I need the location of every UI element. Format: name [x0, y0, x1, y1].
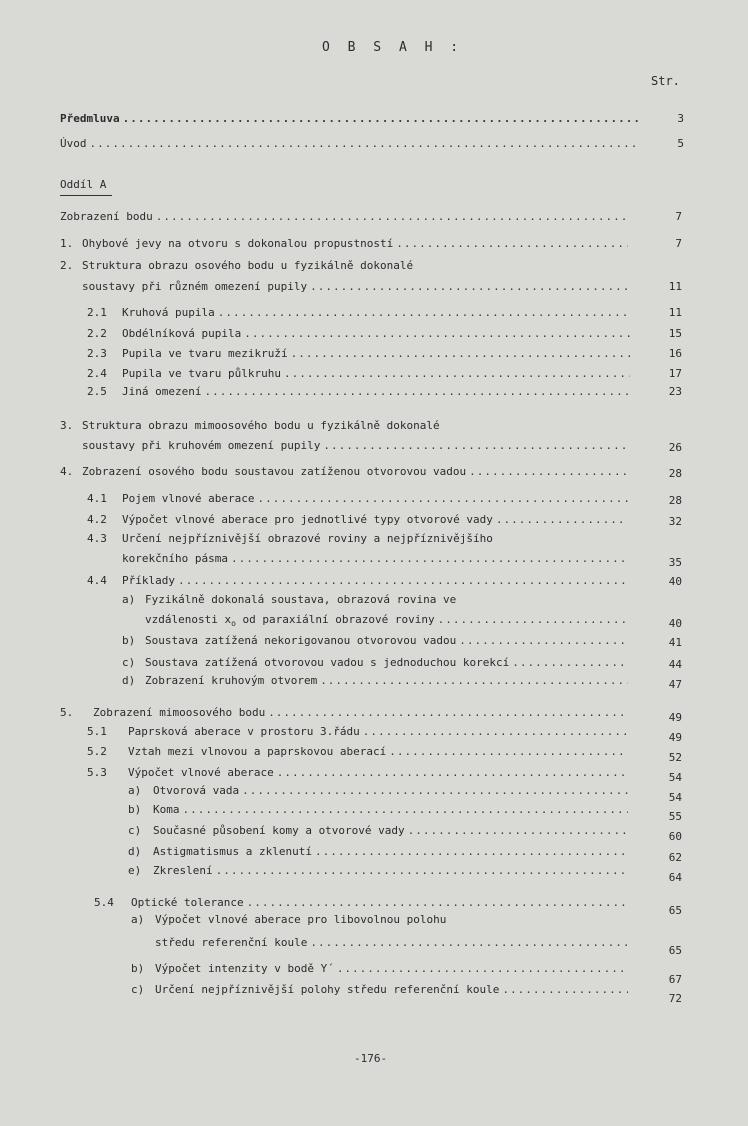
toc-number: 4.3 [87, 532, 107, 545]
toc-label: Soustava zatížená nekorigovanou otvorovou vadou [145, 634, 457, 647]
leader-dots [277, 766, 628, 780]
leader-dots [396, 237, 628, 251]
leader-dots [268, 706, 628, 720]
toc-label: Vztah mezi vlnovou a paprskovou aberací [128, 745, 387, 758]
toc-page: 3 [677, 112, 684, 125]
toc-page: 23 [668, 385, 682, 398]
toc-label: Jiná omezení [122, 385, 202, 398]
leader-dots [389, 745, 628, 759]
toc-number: 5.4 [94, 896, 114, 909]
toc-label: Výpočet vlnové aberace pro jednotlivé typy otvorové vady [122, 513, 493, 526]
leader-dots [178, 574, 628, 588]
toc-entry-5[interactable] [93, 706, 628, 720]
toc-page: 55 [668, 810, 682, 823]
toc-entry-5-4-b[interactable] [155, 962, 628, 976]
toc-label: Výpočet intenzity v bodě Y´ [155, 962, 334, 975]
leader-dots [284, 367, 630, 381]
toc-label-line1: Fyzikálně dokonalá soustava, obrazová rovina ve [145, 593, 457, 606]
toc-label-line1: Výpočet vlnové aberace pro libovolnou polohu [155, 913, 447, 926]
toc-page: 65 [668, 904, 682, 917]
toc-entry-4-4-b[interactable] [145, 634, 628, 648]
toc-number: 4. [60, 465, 74, 478]
toc-page: 54 [668, 791, 682, 804]
toc-label: Současné působení komy a otvorové vady [153, 824, 405, 837]
toc-number: 4.2 [87, 513, 107, 526]
toc-label: Obdélníková pupila [122, 327, 242, 340]
toc-entry-4-4-d[interactable] [145, 674, 628, 688]
leader-dots [310, 936, 628, 950]
leader-dots [216, 864, 628, 878]
toc-entry-3[interactable] [82, 439, 628, 453]
toc-number: 5.2 [87, 745, 107, 758]
toc-label: Soustava zatížená otvorovou vadou s jednoduchou korekcí [145, 656, 510, 669]
toc-entry-predmluva[interactable] [60, 112, 640, 126]
toc-number: 5.1 [87, 725, 107, 738]
toc-entry-2-5[interactable] [122, 385, 630, 399]
toc-number: 2.1 [87, 306, 107, 319]
toc-page: 54 [668, 771, 682, 784]
leader-dots [90, 137, 641, 151]
toc-label: soustavy při kruhovém omezení pupily [82, 439, 321, 452]
toc-label: Předmluva [60, 112, 120, 125]
toc-page: 35 [668, 556, 682, 569]
toc-page: 28 [668, 467, 682, 480]
toc-page: 52 [668, 751, 682, 764]
toc-entry-4-4-a[interactable] [145, 613, 628, 631]
leader-dots [244, 327, 630, 341]
toc-page: 44 [668, 658, 682, 671]
toc-number: 5. [60, 706, 74, 719]
toc-entry-5-3-c[interactable] [153, 824, 628, 838]
toc-label: Paprsková aberace v prostoru 3.řádu [128, 725, 360, 738]
leader-dots [512, 656, 628, 670]
toc-label: Určení nejpříznivější polohy středu referenční koule [155, 983, 500, 996]
toc-label: Zobrazení kruhovým otvorem [145, 674, 318, 687]
toc-label: soustavy při různém omezení pupily [82, 280, 308, 293]
leader-dots [231, 552, 628, 566]
toc-label-post: od paraxiální obrazové roviny [235, 613, 435, 626]
toc-entry-4-3[interactable] [122, 552, 628, 566]
toc-number: b) [128, 803, 142, 816]
toc-entry-5-4-c[interactable] [155, 983, 628, 997]
toc-label-line1: Struktura obrazu osového bodu u fyzikálně dokonalé [82, 259, 414, 272]
toc-label: Optické tolerance [131, 896, 244, 909]
leader-dots [257, 492, 628, 506]
leader-dots [438, 613, 628, 627]
toc-label: Výpočet vlnové aberace [128, 766, 274, 779]
toc-page: 26 [668, 441, 682, 454]
toc-page: 5 [677, 137, 684, 150]
toc-entry-5-4[interactable] [131, 896, 628, 910]
toc-label: Pupila ve tvaru půlkruhu [122, 367, 281, 380]
leader-dots [204, 385, 630, 399]
toc-entry-5-3-e[interactable] [153, 864, 628, 878]
toc-number: 2. [60, 259, 74, 272]
toc-number: 2.4 [87, 367, 107, 380]
toc-page: 49 [668, 731, 682, 744]
toc-entry-2-1[interactable] [122, 306, 630, 320]
toc-entry-2-2[interactable] [122, 327, 630, 341]
leader-dots [183, 803, 629, 817]
toc-number: d) [122, 674, 136, 687]
toc-entry-5-2[interactable] [128, 745, 628, 759]
toc-entry-4-2[interactable] [122, 513, 628, 527]
toc-entry-2-4[interactable] [122, 367, 630, 381]
toc-entry-5-3[interactable] [128, 766, 628, 780]
toc-number: 3. [60, 419, 74, 432]
leader-dots [408, 824, 628, 838]
toc-label-line1: Struktura obrazu mimoosového bodu u fyzikálně dokonalé [82, 419, 440, 432]
leader-dots [459, 634, 628, 648]
toc-label-line1: Určení nejpříznivější obrazové roviny a nejpříznivějšího [122, 532, 493, 545]
toc-label: Zobrazení bodu [60, 210, 153, 223]
toc-number: a) [122, 593, 136, 606]
toc-page: 62 [668, 851, 682, 864]
toc-page: 67 [668, 973, 682, 986]
section-heading: Oddíl A [60, 178, 107, 191]
toc-entry-uvod[interactable] [60, 137, 640, 151]
toc-label: Příklady [122, 574, 175, 587]
toc-page: 60 [668, 830, 682, 843]
toc-page: 40 [668, 575, 682, 588]
toc-number: a) [128, 784, 142, 797]
toc-number: 2.3 [87, 347, 107, 360]
toc-entry-2-3[interactable] [122, 347, 630, 361]
toc-entry-4-4[interactable] [122, 574, 628, 588]
toc-entry-5-3-a[interactable] [153, 784, 628, 798]
subscript: o [231, 619, 236, 629]
toc-page: 41 [668, 636, 682, 649]
toc-number: 4.4 [87, 574, 107, 587]
leader-dots [337, 962, 628, 976]
toc-entry-4-4-c[interactable] [145, 656, 628, 670]
toc-page: 11 [668, 306, 682, 319]
page-title: O B S A H : [322, 40, 464, 55]
toc-page: 16 [668, 347, 682, 360]
toc-entry-5-3-d[interactable] [153, 845, 628, 859]
leader-dots [502, 983, 628, 997]
leader-dots [496, 513, 628, 527]
toc-number: c) [128, 824, 142, 837]
leader-dots [363, 725, 628, 739]
toc-page: 32 [668, 515, 682, 528]
leader-dots [310, 280, 628, 294]
toc-page: 11 [668, 280, 682, 293]
toc-page: 28 [668, 494, 682, 507]
toc-page: 49 [668, 711, 682, 724]
section-underline [60, 195, 112, 196]
leader-dots [156, 210, 628, 224]
toc-number: 2.2 [87, 327, 107, 340]
toc-page: 64 [668, 871, 682, 884]
leader-dots [123, 112, 640, 126]
leader-dots [218, 306, 630, 320]
toc-number: 2.5 [87, 385, 107, 398]
toc-entry-5-3-b[interactable] [153, 803, 628, 817]
toc-entry-4[interactable] [82, 465, 628, 479]
toc-page: 7 [675, 237, 682, 250]
toc-label: Astigmatismus a zklenutí [153, 845, 312, 858]
page-number: -176- [354, 1052, 388, 1065]
toc-entry-zobrazeni-bodu[interactable] [60, 210, 628, 224]
toc-page: 17 [668, 367, 682, 380]
toc-page: 40 [668, 617, 682, 630]
toc-label: Zobrazení osového bodu soustavou zatíženou otvorovou vadou [82, 465, 467, 478]
toc-number: a) [131, 913, 145, 926]
toc-label: Koma [153, 803, 180, 816]
toc-label: Úvod [60, 137, 87, 150]
toc-label: Pojem vlnové aberace [122, 492, 255, 505]
toc-entry-4-1[interactable] [122, 492, 628, 506]
page-column-label: Str. [651, 74, 680, 88]
toc-label [145, 613, 435, 631]
toc-page: 7 [675, 210, 682, 223]
toc-label-pre: vzdálenosti x [145, 613, 232, 626]
toc-page: 47 [668, 678, 682, 691]
toc-number: 4.1 [87, 492, 107, 505]
toc-page: 65 [668, 944, 682, 957]
toc-entry-5-1[interactable] [128, 725, 628, 739]
toc-label: Ohybové jevy na otvoru s dokonalou propustností [82, 237, 394, 250]
toc-number: 1. [60, 237, 74, 250]
toc-number: b) [131, 962, 145, 975]
leader-dots [291, 347, 630, 361]
leader-dots [247, 896, 628, 910]
toc-entry-1[interactable] [82, 237, 628, 251]
toc-label: Otvorová vada [153, 784, 240, 797]
toc-page: 15 [668, 327, 682, 340]
toc-label: Kruhová pupila [122, 306, 215, 319]
toc-label: korekčního pásma [122, 552, 228, 565]
toc-label: Pupila ve tvaru mezikruží [122, 347, 288, 360]
toc-page: 72 [668, 992, 682, 1005]
toc-number: c) [122, 656, 136, 669]
leader-dots [242, 784, 628, 798]
toc-entry-2[interactable] [82, 280, 628, 294]
leader-dots [320, 674, 628, 688]
toc-number: d) [128, 845, 142, 858]
toc-label: středu referenční koule [155, 936, 308, 949]
toc-number: 5.3 [87, 766, 107, 779]
leader-dots [315, 845, 628, 859]
toc-entry-5-4-a[interactable] [155, 936, 628, 950]
toc-number: e) [128, 864, 142, 877]
leader-dots [469, 465, 628, 479]
leader-dots [323, 439, 628, 453]
toc-label: Zkreslení [153, 864, 213, 877]
toc-number: c) [131, 983, 145, 996]
toc-number: b) [122, 634, 136, 647]
toc-label: Zobrazení mimoosového bodu [93, 706, 266, 719]
